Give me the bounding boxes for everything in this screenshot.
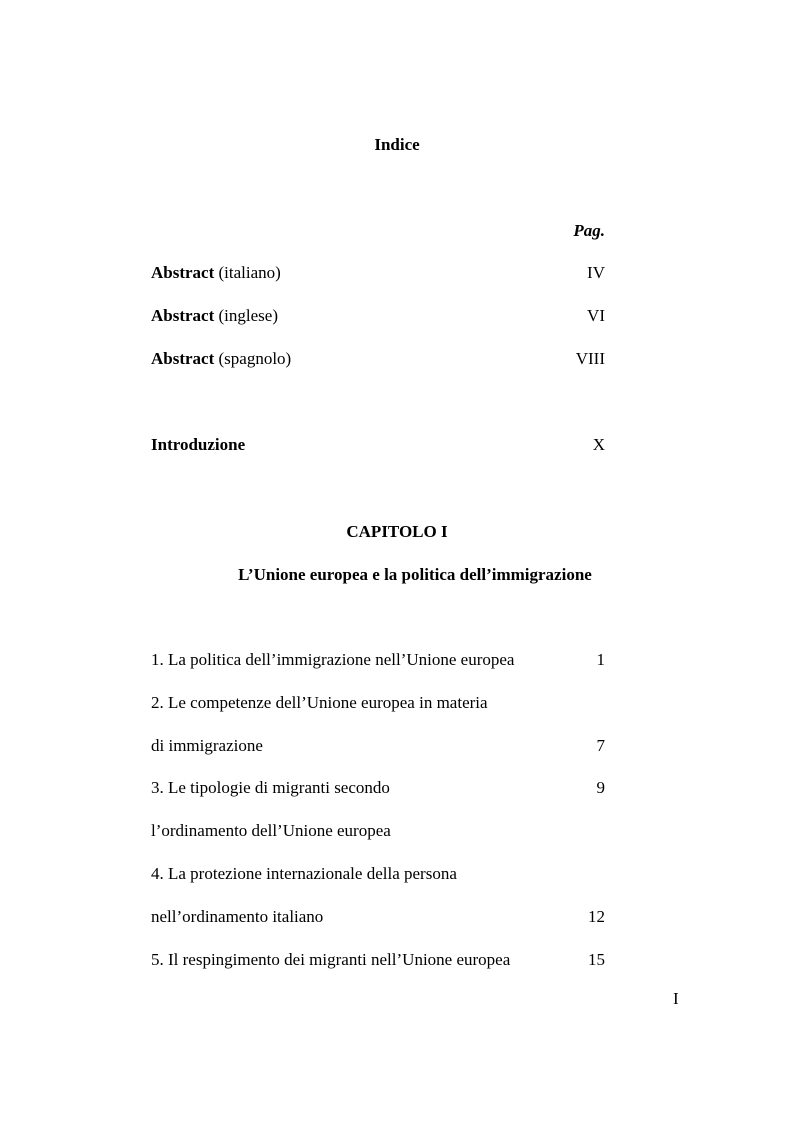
toc-entry-label: (inglese)	[214, 306, 278, 325]
toc-entry-page: X	[592, 435, 605, 454]
toc-section-label: 4. La protezione internazionale della persona	[151, 864, 457, 883]
toc-section-1	[151, 648, 605, 672]
toc-section-3	[151, 776, 605, 800]
toc-section-3-continued	[151, 819, 605, 843]
toc-entry-label-bold: Abstract	[151, 306, 215, 325]
toc-section-page: 7	[596, 736, 605, 755]
toc-section-4	[151, 862, 605, 886]
toc-entry-abstract-italiano	[151, 261, 605, 285]
toc-section-label: 2. Le competenze dell’Unione europea in materia	[151, 693, 488, 712]
toc-section-5	[151, 948, 605, 972]
toc-entry-abstract-inglese	[151, 304, 605, 328]
page-title: Indice	[374, 135, 420, 154]
toc-section-label: 1. La politica dell’immigrazione nell’Unione europea	[151, 650, 515, 669]
toc-section-page: 15	[588, 950, 605, 969]
toc-entry-label: Introduzione	[151, 435, 246, 454]
toc-entry-page: VIII	[575, 349, 605, 368]
toc-section-label-continued: nell’ordinamento italiano	[151, 907, 324, 926]
toc-entry-label: (spagnolo)	[214, 349, 292, 368]
toc-section-label-continued: di immigrazione	[151, 736, 263, 755]
toc-section-label: 3. Le tipologie di migranti secondo	[151, 778, 390, 797]
page-column-header: Pag.	[573, 221, 605, 240]
toc-entry-abstract-spagnolo	[151, 347, 605, 371]
toc-section-2	[151, 691, 605, 715]
toc-entry-label-bold: Abstract	[151, 349, 215, 368]
toc-section-2-continued	[151, 734, 605, 758]
footer-page-number: I	[673, 989, 679, 1008]
toc-section-label: 5. Il respingimento dei migranti nell’Unione europea	[151, 950, 511, 969]
chapter-label: CAPITOLO I	[346, 522, 448, 541]
toc-entry-page: IV	[587, 263, 605, 282]
toc-entry-label: (italiano)	[214, 263, 281, 282]
toc-section-label-continued: l’ordinamento dell’Unione europea	[151, 821, 391, 840]
toc-section-page: 9	[596, 778, 605, 797]
toc-section-4-continued	[151, 905, 605, 929]
toc-entry-introduzione	[151, 433, 605, 457]
toc-section-page: 1	[596, 650, 605, 669]
toc-entry-label-bold: Abstract	[151, 263, 215, 282]
chapter-title: L’Unione europea e la politica dell’immigrazione	[238, 565, 592, 584]
toc-section-page: 12	[588, 907, 605, 926]
toc-entry-page: VI	[587, 306, 605, 325]
